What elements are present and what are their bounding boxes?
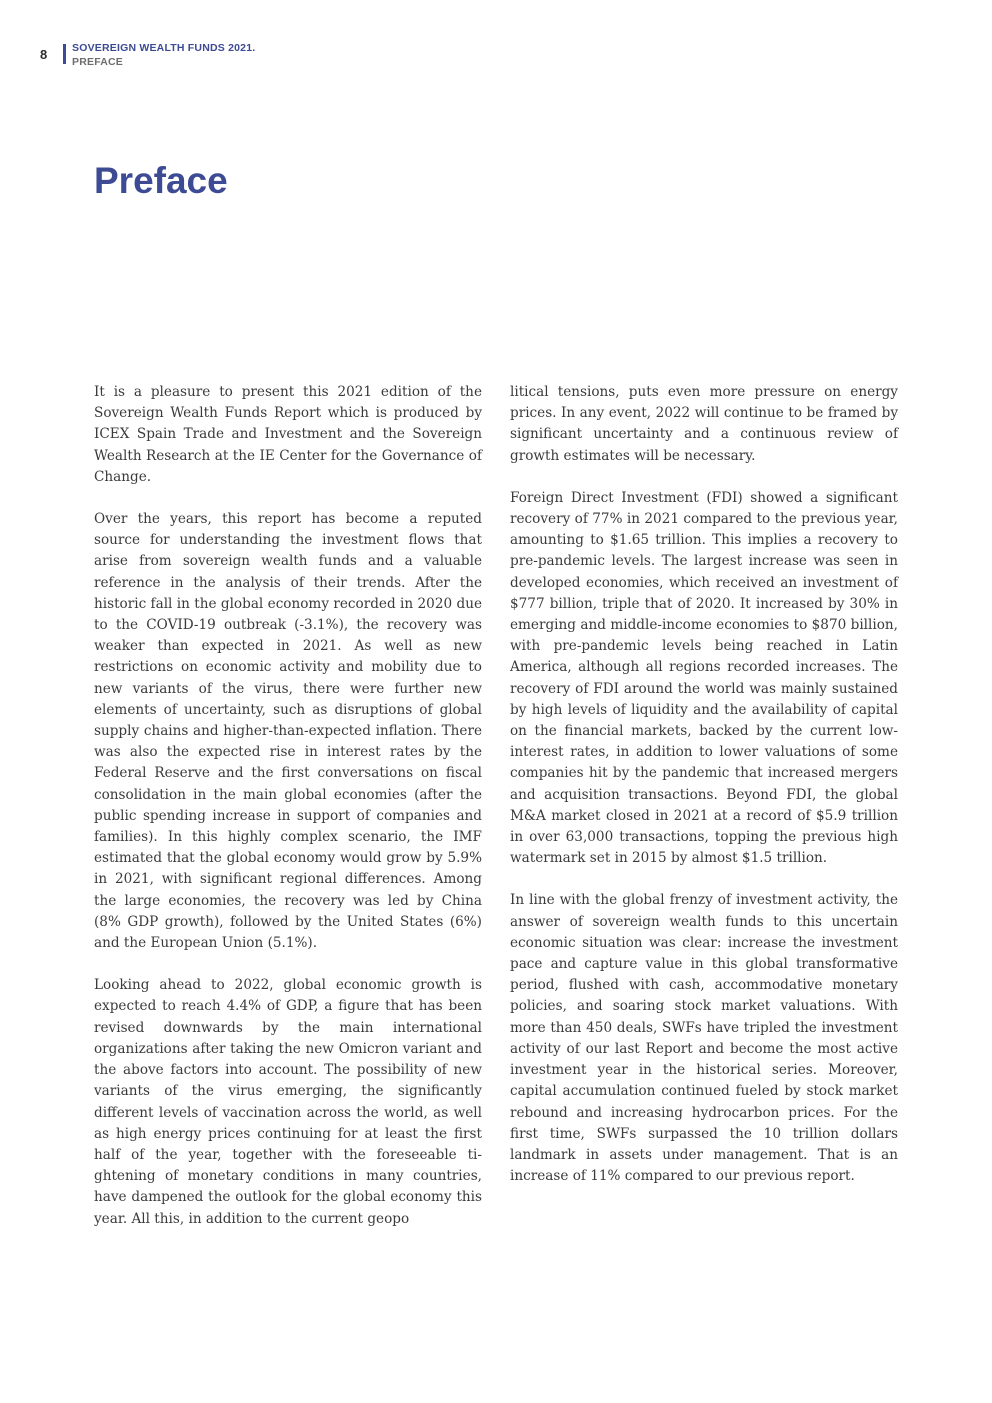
running-header xyxy=(40,41,255,69)
paragraph: Over the years, this report has become a reputed source for understanding the investment flows that arise from sovereign wealth funds and a valuable reference in the analysis of their trends. After the historic fall in the global economy recorded in 2020 due to the COVID-19 outbreak (-3.1%), the recovery was weaker than expected in 2021. As well as new restrictions on economic activity and mobility due to new variants of the virus, there were further new elements of uncertainty, such as disruptions of global supply chains and higher-than-expected inflation. There was also the expected rise in interest rates by the Federal Reserve and the first conversations on fiscal consolidation in the main global economies (after the public spending increase in support of companies and families). In this highly complex scenario, the IMF estimated that the global economy would grow by 5.9% in 2021, with significant regional differences. Among the large economies, the recovery was led by China (8% GDP growth), followed by the United States (6%) and the European Union (5.1%). xyxy=(94,511,482,952)
right-column xyxy=(510,382,898,1208)
header-divider-bar xyxy=(63,44,66,64)
paragraph: In line with the global frenzy of investment activity, the answer of sovereign wealth funds to this uncertain economic situation was clear: increase the investment pace and capture value in this global transformative period, flushed with cash, accommodative monetary policies, and soaring stock market valuations. With more than 450 deals, SWFs have tripled the investment activity of our last Report and become the most active investment year in the historical series. Moreover, capital accumulation continued fueled by stock market rebound and increasing hydrocarbon prices. For the first time, SWFs surpassed the 10 trillion dollars landmark in assets under management. That is an increase of 11% compared to our previous report. xyxy=(510,892,898,1185)
header-text-block xyxy=(72,41,255,69)
left-column xyxy=(94,382,482,1251)
page-title: Preface xyxy=(94,160,228,201)
paragraph: It is a pleasure to present this 2021 edition of the Sovereign Wealth Funds Report which is produced by ICEX Spain Trade and Investment and the Sovereign Wealth Research at the IE Center for the Governance of Change. xyxy=(94,384,482,485)
section-name: PREFACE xyxy=(72,56,123,68)
paragraph: Looking ahead to 2022, global economic growth is expected to reach 4.4% of GDP, a figure that has been revised downwards by the main international organizations after taking the new Omicron variant and the above factors into account. The possibility of new variants of the virus emerging, the significantly different levels of vaccination across the world, as well as high energy prices continuing for at least the first half of the year, together with the foreseeable tightening of monetary conditions in many countries, have dampened the outlook for the global economy this year. All this, in addition to the current geopo xyxy=(94,977,482,1227)
paragraph: Foreign Direct Investment (FDI) showed a significant recovery of 77% in 2021 compared to the previous year, amounting to $1.65 trillion. This implies a recovery to pre-pandemic levels. The largest increase was seen in developed economies, which received an investment of $777 billion, triple that of 2020. It increased by 30% in emerging and middle-income economies to $870 billion, with pre-pandemic levels being reached in Latin America, although all regions recorded increases. The recovery of FDI around the world was mainly sustained by high levels of liquidity and the availability of capital on the financial markets, backed by the current low-interest rates, in addition to lower valuations of some companies hit by the pandemic that increased mergers and acquisition transactions. Beyond FDI, the global M&A market closed in 2021 at a record of $5.9 trillion in over 63,000 transactions, topping the previous high watermark set in 2015 by almost $1.5 trillion. xyxy=(510,489,898,867)
report-title: SOVEREIGN WEALTH FUNDS 2021. xyxy=(72,42,256,54)
page-number: 8 xyxy=(40,47,48,62)
paragraph: litical tensions, puts even more pressure on energy prices. In any event, 2022 will continue to be framed by significant uncertainty and a continuous review of growth estimates will be necessary. xyxy=(510,384,898,464)
